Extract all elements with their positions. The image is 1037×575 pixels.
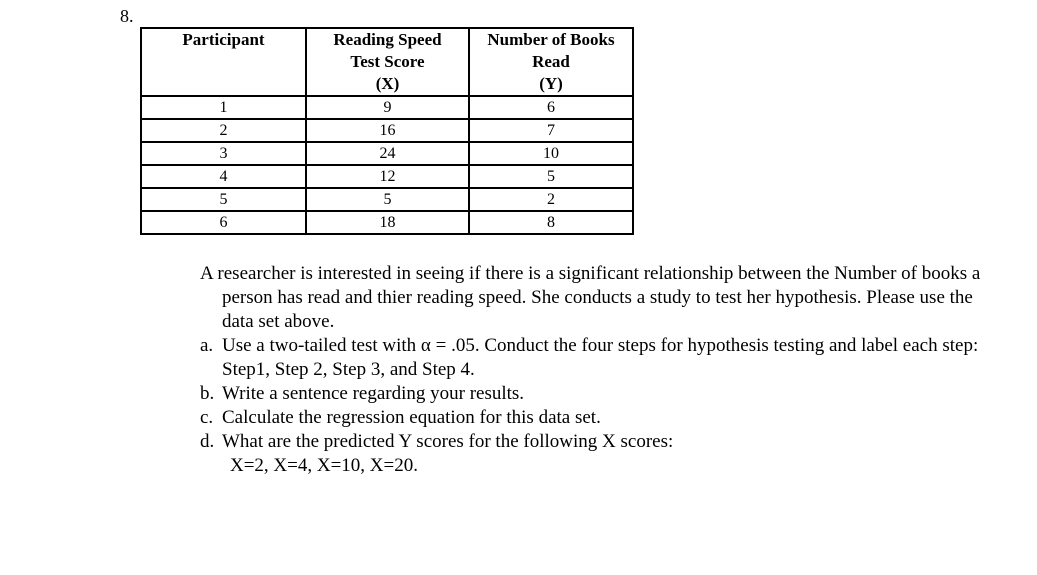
x-scores-line: X=2, X=4, X=10, X=20.	[230, 455, 418, 476]
cell-x: 12	[306, 165, 469, 188]
cell-y: 10	[469, 142, 633, 165]
cell-x: 18	[306, 211, 469, 234]
cell-x: 9	[306, 96, 469, 119]
cell-participant: 1	[141, 96, 306, 119]
cell-participant: 2	[141, 119, 306, 142]
item-text: Write a sentence regarding your results.	[222, 383, 525, 404]
header-reading-speed: Reading Speed Test Score (X)	[306, 28, 469, 96]
cell-y: 2	[469, 188, 633, 211]
cell-x: 5	[306, 188, 469, 211]
sub-question-b	[200, 382, 1000, 406]
cell-participant: 3	[141, 142, 306, 165]
cell-x: 16	[306, 119, 469, 142]
cell-y: 5	[469, 165, 633, 188]
cell-participant: 6	[141, 211, 306, 234]
item-marker: b.	[200, 383, 215, 404]
cell-y: 7	[469, 119, 633, 142]
item-text: What are the predicted Y scores for the following X scores:	[222, 431, 674, 452]
question-text	[200, 262, 1000, 478]
table-row	[141, 142, 633, 165]
header-number-of-books: Number of Books Read (Y)	[469, 28, 633, 96]
item-text: Calculate the regression equation for this data set.	[222, 407, 601, 428]
sub-question-d	[200, 430, 1000, 454]
table-row	[141, 96, 633, 119]
question-number: 8.	[120, 6, 134, 26]
table-row	[141, 211, 633, 234]
sub-question-list	[200, 334, 1000, 454]
cell-y: 8	[469, 211, 633, 234]
intro-paragraph: A researcher is interested in seeing if there is a significant relationship between the Number of books a person has read and thier reading speed. She conducts a study to test her hypothesis. Please use the data set above.	[200, 263, 981, 332]
table-row	[141, 165, 633, 188]
cell-participant: 4	[141, 165, 306, 188]
cell-participant: 5	[141, 188, 306, 211]
cell-y: 6	[469, 96, 633, 119]
item-marker: d.	[200, 431, 215, 452]
item-marker: c.	[200, 407, 214, 428]
item-marker: a.	[200, 335, 214, 356]
sub-question-c	[200, 406, 1000, 430]
header-participant: Participant	[141, 28, 306, 96]
item-text: Use a two-tailed test with α = .05. Conduct the four steps for hypothesis testing and label each step: Step1, Step 2, Step 3, and Step 4.	[222, 335, 979, 380]
table-header-row	[141, 28, 633, 96]
data-table	[140, 27, 634, 235]
table-row	[141, 188, 633, 211]
table-row	[141, 119, 633, 142]
cell-x: 24	[306, 142, 469, 165]
sub-question-a	[200, 334, 1000, 382]
